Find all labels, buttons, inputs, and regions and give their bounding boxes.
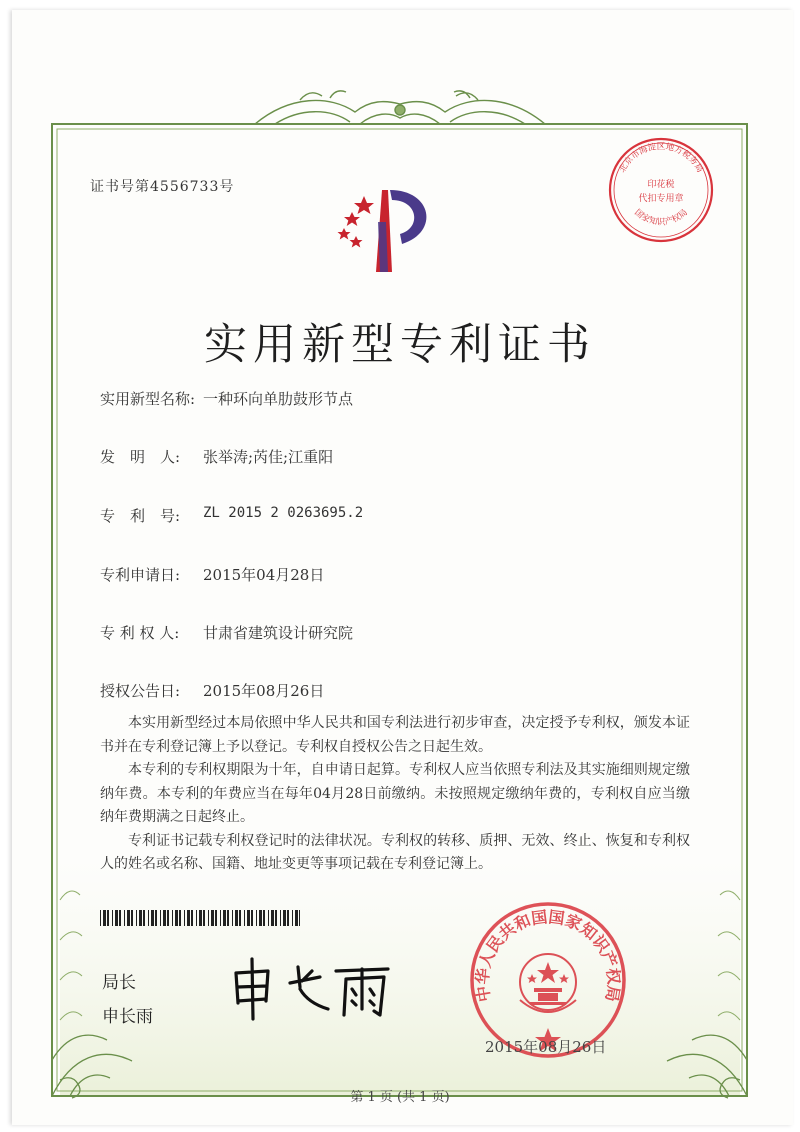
barcode-bar	[191, 910, 193, 926]
logo-stars	[338, 196, 375, 248]
field-value-name: 一种环向单肋鼓形节点	[203, 390, 354, 408]
barcode-bar	[139, 910, 142, 926]
svg-text:国家知识产权局	[632, 208, 689, 228]
body-paragraph-1: 本实用新型经过本局依照中华人民共和国专利法进行初步审查，决定授予专利权，颁发本证书并在专利登记簿上予以登记。专利权自授权公告之日起生效。	[100, 715, 690, 755]
barcode-bar	[155, 910, 157, 926]
field-value-patentee: 甘肃省建筑设计研究院	[203, 624, 354, 642]
barcode-bar	[172, 910, 173, 926]
barcode-bar	[239, 910, 241, 926]
state-seal-arc-text: 中华人民共和国国家知识产权局	[472, 907, 624, 1004]
handwritten-signature	[228, 953, 398, 1023]
field-value-inventors: 张举涛;芮佳;江重阳	[203, 448, 334, 466]
tax-seal-bottom-text: 国家知识产权局	[632, 207, 690, 228]
issue-date: 2015年08月26日	[485, 1038, 607, 1056]
top-ornament	[255, 91, 545, 124]
barcode-bar	[175, 910, 178, 926]
barcode-bar	[223, 910, 226, 926]
field-label-grant-date: 授权公告日:	[100, 682, 181, 700]
barcode-bar	[256, 910, 257, 926]
field-value-application-date: 2015年04月28日	[203, 566, 325, 584]
field-label-inventors: 发 明 人:	[100, 448, 181, 466]
barcode-bar	[215, 910, 217, 926]
barcode-bar	[208, 910, 209, 926]
field-value-grant-date: 2015年08月26日	[203, 682, 325, 700]
tax-seal	[606, 135, 716, 245]
logo-purple-p	[390, 190, 426, 244]
barcode-bar	[251, 910, 253, 926]
barcode-bar	[179, 910, 181, 926]
barcode-bar	[227, 910, 229, 926]
barcode-bar	[220, 910, 221, 926]
barcode-bar	[199, 910, 202, 926]
barcode-bar	[112, 910, 113, 926]
page-footer: 第 1 页 (共 1 页)	[350, 1090, 450, 1105]
barcode-bar	[184, 910, 185, 926]
tax-seal-line2: 代扣专用章	[638, 194, 684, 204]
field-label-patent-number: 专 利 号:	[100, 507, 181, 525]
barcode	[100, 910, 300, 926]
barcode-bar	[151, 910, 154, 926]
barcode-bar	[107, 910, 109, 926]
tax-seal-line1: 印花税	[647, 180, 675, 190]
patent-office-logo	[322, 182, 442, 277]
barcode-bar	[115, 910, 118, 926]
barcode-bar	[259, 910, 262, 926]
barcode-bar	[299, 910, 300, 926]
director-title: 局长	[102, 973, 136, 993]
barcode-bar	[196, 910, 197, 926]
barcode-bar	[292, 910, 293, 926]
barcode-bar	[247, 910, 250, 926]
field-value-patent-number: ZL 2015 2 0263695.2	[203, 505, 364, 521]
barcode-bar	[275, 910, 277, 926]
barcode-bar	[211, 910, 214, 926]
body-paragraph-3: 专利证书记载专利权登记时的法律状况。专利权的转移、质押、无效、终止、恢复和专利权人的姓名或名称、国籍、地址变更等事项记载在专利登记簿上。	[100, 832, 690, 872]
page-title: 实用新型专利证书	[204, 319, 596, 370]
barcode-bar	[119, 910, 121, 926]
tax-seal-outer-text: 北京市海淀区地方税务局	[617, 142, 705, 175]
barcode-bar	[163, 910, 166, 926]
barcode-bar	[160, 910, 161, 926]
barcode-bar	[271, 910, 274, 926]
barcode-bar	[124, 910, 125, 926]
svg-text:北京市海淀区地方税务局	[617, 141, 705, 174]
barcode-bar	[103, 910, 106, 926]
barcode-bar	[263, 910, 265, 926]
director-name: 申长雨	[102, 1007, 153, 1027]
barcode-bar	[127, 910, 130, 926]
barcode-bar	[167, 910, 169, 926]
barcode-bar	[148, 910, 149, 926]
body-paragraph-2: 本专利的专利权期限为十年，自申请日起算。专利权人应当依照专利法及其实施细则规定缴纳年费。本专利的年费应当在每年04月28日前缴纳。未按照规定缴纳年费的，专利权自应当缴纳年费期满之日起终止。	[100, 762, 690, 825]
barcode-bar	[203, 910, 205, 926]
barcode-bar	[287, 910, 289, 926]
field-label-name: 实用新型名称:	[100, 390, 196, 408]
barcode-bar	[295, 910, 298, 926]
certificate-body	[100, 712, 690, 877]
barcode-bar	[187, 910, 190, 926]
barcode-bar	[143, 910, 145, 926]
barcode-bar	[232, 910, 233, 926]
barcode-bar	[131, 910, 133, 926]
field-label-application-date: 专利申请日:	[100, 566, 181, 584]
barcode-bar	[280, 910, 281, 926]
barcode-bar	[244, 910, 245, 926]
barcode-bar	[268, 910, 269, 926]
field-label-patentee: 专 利 权 人:	[100, 624, 180, 642]
barcode-bar	[235, 910, 238, 926]
barcode-bar	[283, 910, 286, 926]
barcode-bar	[100, 910, 101, 926]
barcode-bar	[136, 910, 137, 926]
certificate-number: 证书号第4556733号	[90, 179, 235, 195]
national-emblem	[520, 954, 576, 1012]
